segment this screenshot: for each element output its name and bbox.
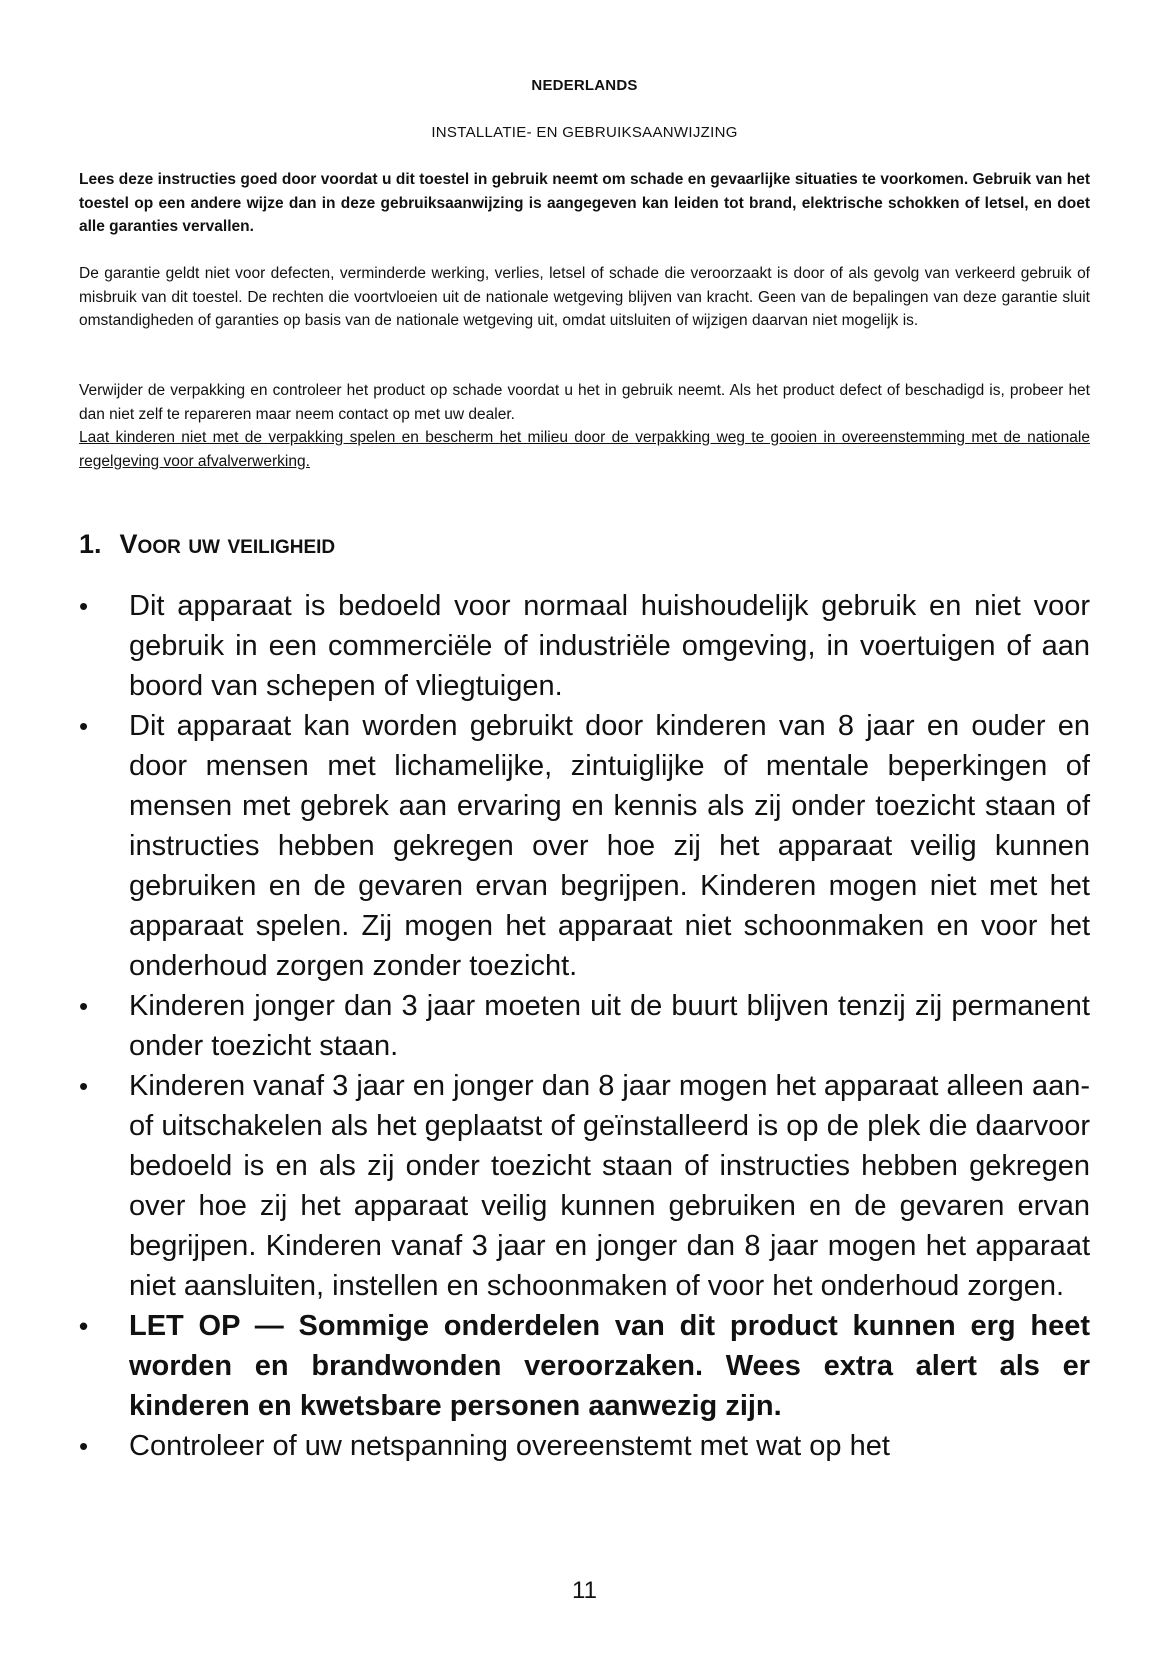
section-title: Voor uw veiligheid <box>119 529 336 559</box>
page-number: 11 <box>572 1577 597 1604</box>
list-item <box>79 1426 1090 1466</box>
language-title: NEDERLANDS <box>531 77 638 94</box>
bullet-text: Kinderen vanaf 3 jaar en jonger dan 8 jaar mogen het apparaat alleen aan- of uitschakelen als het geplaatst of geïnstalleerd is op de plek die daarvoor bedoeld is en als zij onder toezicht staan of instructies hebben gekregen over hoe zij het apparaat veilig kunnen gebruiken en de gevaren ervan begrijpen. Kinderen vanaf 3 jaar en jonger dan 8 jaar mogen het apparaat niet aansluiten, instellen en schoonmaken of voor het onderhoud zorgen. <box>129 1070 1090 1302</box>
list-item <box>79 706 1090 986</box>
unpack-block <box>79 379 1090 473</box>
intro-warning-paragraph: Lees deze instructies goed door voordat u dit toestel in gebruik neemt om schade en gevaarlijke situaties te voorkomen. Gebruik van het toestel op een andere wijze dan in deze gebruiksaanwijzing is aangegeven kan leiden tot brand, elektrische schokken of letsel, en doet alle garanties vervallen. <box>79 171 1090 235</box>
list-item <box>79 986 1090 1066</box>
packaging-notice: Laat kinderen niet met de verpakking spelen en bescherm het milieu door de verpakking weg te gooien in overeenstemming met de nationale regelgeving voor afvalverwerking. <box>79 429 1090 470</box>
bullet-marker: • <box>79 1431 89 1461</box>
section-number: 1. <box>79 529 102 559</box>
bullet-text: Dit apparaat kan worden gebruikt door kinderen van 8 jaar en ouder en door mensen met lichamelijke, zintuiglijke of mentale beperkingen of mensen met gebrek aan ervaring en kennis als zij onder toezicht staan of instructies hebben gekregen over hoe zij het apparaat veilig kunnen gebruiken en de gevaren ervan begrijpen. Kinderen mogen niet met het apparaat spelen. Zij mogen het apparaat niet schoonmaken en voor het onderhoud zorgen zonder toezicht. <box>129 710 1090 982</box>
bullet-text: Kinderen jonger dan 3 jaar moeten uit de buurt blijven tenzij zij permanent onder toezicht staan. <box>129 990 1090 1062</box>
bullet-marker: • <box>79 991 89 1021</box>
bullet-marker: • <box>79 591 89 621</box>
document-subtitle: INSTALLATIE- EN GEBRUIKSAANWIJZING <box>431 124 738 141</box>
bullet-marker: • <box>79 1311 89 1341</box>
list-item <box>79 586 1090 706</box>
bullet-text: Controleer of uw netspanning overeenstemt met wat op het <box>129 1430 890 1462</box>
bullet-marker: • <box>79 1071 89 1101</box>
bullet-text: LET OP — Sommige onderdelen van dit product kunnen erg heet worden en brandwonden veroorzaken. Wees extra alert als er kinderen en kwetsbare personen aanwezig zijn. <box>129 1310 1090 1422</box>
list-item-warning <box>79 1306 1090 1426</box>
section-heading <box>79 529 1090 559</box>
unpack-paragraph: Verwijder de verpakking en controleer het product op schade voordat u het in gebruik neemt. Als het product defect of beschadigd is, probeer het dan niet zelf te repareren maar neem contact op met uw dealer. <box>79 382 1090 423</box>
warranty-paragraph: De garantie geldt niet voor defecten, verminderde werking, verlies, letsel of schade die veroorzaakt is door of als gevolg van verkeerd gebruik of misbruik van dit toestel. De rechten die voortvloeien uit de nationale wetgeving blijven van kracht. Geen van de bepalingen van deze garantie sluit omstandigheden of garanties op basis van de nationale wetgeving uit, omdat uitsluiten of wijzigen daarvan niet mogelijk is. <box>79 265 1090 329</box>
list-item <box>79 1066 1090 1306</box>
bullet-marker: • <box>79 711 89 741</box>
safety-bullet-list <box>79 586 1090 1466</box>
manual-page <box>79 0 1090 1654</box>
bullet-text: Dit apparaat is bedoeld voor normaal huishoudelijk gebruik en niet voor gebruik in een commerciële of industriële omgeving, in voertuigen of aan boord van schepen of vliegtuigen. <box>129 590 1090 702</box>
